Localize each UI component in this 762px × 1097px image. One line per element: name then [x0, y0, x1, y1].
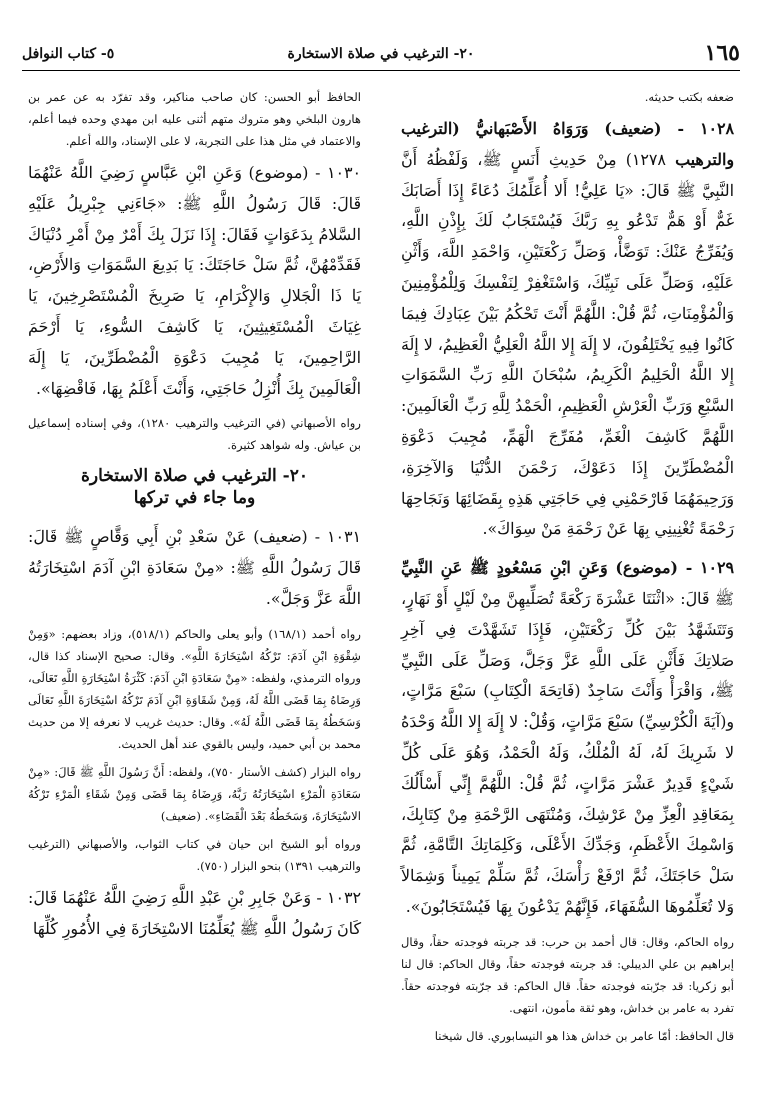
- hadith-text: ﷺ قَالَ: «اثْنَتَا عَشْرَةَ رَكْعَةً تُصَلِّيهِنَّ مِنْ لَيْلٍ أَوْ نَهَارٍ، وَتَتَشَهَّدُ بَيْنَ كُلِّ رَكْعَتَيْنِ، فَإِذَا تَشَهَّدْتَ فِي آخِرِ صَلاتِكَ فَأَثْنِ عَلَى اللَّهِ عَزَّ وَجَلَّ، وَصَلِّ عَلَى النَّبِيِّ ﷺ، وَاقْرَأْ وَأَنْتَ سَاجِدٌ (فَاتِحَةَ الْكِتَابِ) سَبْعَ مَرَّاتٍ، و(آيَةَ الْكُرْسِيِّ) سَبْعَ مَرَّاتٍ، وَقُلْ: لا إِلَهَ إِلا اللَّهُ وَحْدَهُ لا شَرِيكَ لَهُ، لَهُ الْمُلْكُ، وَلَهُ الْحَمْدُ، وَهُوَ عَلَى كُلِّ شَيْءٍ قَدِيرٌ عَشْرَ مَرَّاتٍ، ثُمَّ قُلْ: اللَّهُمَّ إِنِّي أَسْأَلُكَ بِمَعَاقِدِ الْعِزِّ مِنْ عَرْشِكَ، وَمُنْتَهَى الرَّحْمَةِ مِنْ كِتَابِكَ، وَاسْمِكَ الأَعْظَمِ، وَجَدِّكَ الأَعْلَى، وَكَلِمَاتِكَ التَّامَّةِ، ثُمَّ سَلْ حَاجَتَكَ، ثُمَّ ارْفَعْ رَأْسَكَ، ثُمَّ سَلِّمْ يَمِيناً وَشِمَالاً وَلا تُعَلِّمُوهَا السُّفَهَاءَ، فَإِنَّهُمْ يَدْعُونَ بِهَا فَيُسْتَجَابُونَ».: [401, 588, 734, 916]
- hadith-1031: ١٠٣١ - (ضعيف) عَنْ سَعْدِ بْنِ أَبِي وَقَّاصٍ ﷺ قَالَ: قَالَ رَسُولُ اللَّهِ ﷺ: «مِنْ سَعَادَةِ ابْنِ آدَمَ اسْتِخَارَتُهُ اللَّهَ عَزَّ وَجَلَّ».: [28, 527, 361, 609]
- commentary: رواه الأصبهاني (في الترغيب والترهيب ١٢٨٠)، وفي إسناده إسماعيل بن عياش. وله شواهد كثيرة.: [28, 416, 362, 453]
- book-title: ٥- كتاب النوافل: [22, 46, 115, 62]
- hadith-1028: [401, 114, 734, 545]
- commentary: ورواه أبو الشيخ ابن حيان في كتاب الثواب، والأصبهاني (الترغيب والترهيب ١٣٩١) بنحو البزار (٧٥٠).: [28, 836, 361, 873]
- commentary: رواه البزار (كشف الأستار ٧٥٠)، ولفظه: أَنَّ رَسُولَ اللَّهِ ﷺ قَالَ: «مِنْ سَعَادَةِ الْمَرْءِ اسْتِخَارَتُهُ رَبَّهُ، وَرِضَاهُ بِمَا قَضَى وَمِنْ شَقَاءِ الْمَرْءِ تَرْكُهُ الاسْتِخَارَةَ، وَسَخَطُهُ بَعْدَ الْقَضَاءِ». (ضعيف): [28, 764, 361, 823]
- commentary: رواه الحاكم، وقال: قال أحمد بن حرب: قد جربته فوجدته حقاً، وقال إبراهيم بن علي الديبلي: قد جربته فوجدته حقاً، وقال الحاكم: قال لنا أبو زكريا: قد جرّبته فوجدته حقاً. قال الحاكم: قد جرّبته فوجدته حقاً. تفرد به عامر بن خداش، وهو ثقة مأمون، انتهى.: [401, 934, 734, 1015]
- commentary: الحافظ أبو الحسن: كان صاحب مناكير، وقد تفرّد به عن عمر بن هارون البلخي وهو متروك متهم أثنى عليه ابن مهدي وحده فيما أعلم، والاعتماد في مثل هذا على التجربة، لا على الإسناد، والله أعلم.: [28, 90, 361, 149]
- hadith-1030: ١٠٣٠ - (موضوع) وَعَنِ ابْنِ عَبَّاسٍ رَضِيَ اللَّهُ عَنْهُمَا قَالَ: قَالَ رَسُولُ اللَّهِ ﷺ: «جَاءَنِي جِبْرِيلُ عَلَيْهِ السَّلامُ بِدَعَوَاتٍ فَقَالَ: إِذَا نَزَلَ بِكَ أَمْرٌ مِنْ أَمْرِ دُنْيَاكَ فَقَدِّمْهُنَّ، ثُمَّ سَلْ حَاجَتَكَ: يَا بَدِيعَ السَّمَوَاتِ وَالأَرْضِ، يَا ذَا الْجَلالِ وَالإِكْرَامِ، يَا صَرِيخَ الْمُسْتَصْرِخِينَ، يَا غِيَاثَ الْمُسْتَغِيثِينَ، يَا كَاشِفَ السُّوءِ، يَا أَرْحَمَ الرَّاحِمِينَ، يَا مُجِيبَ دَعْوَةِ الْمُضْطَرِّينَ، يَا إِلَهَ الْعَالَمِينَ بِكَ أُنْزِلُ حَاجَتِي، وَأَنْتَ أَعْلَمُ بِهَا، فَاقْضِهَا».: [28, 163, 361, 398]
- hadith-1032: ١٠٣٢ - وَعَنْ جَابِرِ بْنِ عَبْدِ اللَّهِ رَضِيَ اللَّهُ عَنْهُمَا قَالَ: كَانَ رَسُولُ اللَّهِ ﷺ يُعَلِّمُنَا الاسْتِخَارَةَ فِي الأُمُورِ كُلِّهَا: [28, 888, 361, 938]
- section-title: ٢٠- الترغيب في صلاة الاستخارة: [81, 466, 308, 487]
- right-column: [401, 86, 734, 1053]
- commentary: قال الحافظ: أمّا عامر بن خداش هذا هو النيسابوري. قال شيخنا: [434, 1028, 734, 1043]
- left-column: [28, 86, 361, 953]
- header-divider: [22, 70, 740, 71]
- hadith-text: ١٢٧٨) مِنْ حَدِيثِ أَنَسٍ ﷺ، وَلَفْظُهُ أَنَّ النَّبِيَّ ﷺ قَالَ: «يَا عَلِيُّ! أَلا أُعَلِّمُكَ دُعَاءً إِذَا أَصَابَكَ غَمٌّ أَوْ هَمٌّ تَدْعُو بِهِ رَبَّكَ فَيُسْتَجَابُ لَكَ بِإِذْنِ اللَّهِ، وَيُفَرِّجُ عَنْكَ: تَوَضَّأْ، وَصَلِّ رَكْعَتَيْنِ، وَاحْمَدِ اللَّهَ، وَأَثْنِ عَلَيْهِ، وَصَلِّ عَلَى نَبِيِّكَ، وَاسْتَغْفِرْ لِنَفْسِكَ وَلِلْمُؤْمِنِينَ وَالْمُؤْمِنَاتِ، ثُمَّ قُلْ: اللَّهُمَّ أَنْتَ تَحْكُمُ بَيْنَ عِبَادِكَ فِيمَا كَانُوا فِيهِ يَخْتَلِفُونَ، لا إِلَهَ إِلا اللَّهُ الْعَلِيُّ الْعَظِيمُ، لا إِلَهَ إِلا اللَّهُ الْحَلِيمُ الْكَرِيمُ، سُبْحَانَ اللَّهِ رَبِّ السَّمَوَاتِ السَّبْعِ وَرَبِّ الْعَرْشِ الْعَظِيمِ، الْحَمْدُ لِلَّهِ رَبِّ الْعَالَمِينَ: اللَّهُمَّ كَاشِفَ الْغَمِّ، مُفَرِّجَ الْهَمِّ، مُجِيبَ دَعْوَةِ الْمُضْطَرِّينَ إِذَا دَعَوْكَ، رَحْمَنَ الدُّنْيَا وَالآخِرَةِ، وَرَحِيمَهُمَا فَارْحَمْنِي فِي حَاجَتِي هَذِهِ بِقَضَائِهَا وَنَجَاحِهَا رَحْمَةً تُغْنِينِي بِهَا عَنْ رَحْمَةِ مَنْ سِوَاكَ».: [401, 149, 734, 539]
- commentary: رواه أحمد (١٦٨/١) وأبو يعلى والحاكم (٥١٨/١)، وزاد بعضهم: «وَمِنْ شِقْوَةِ ابْنِ آدَمَ: تَرْكُهُ اسْتِخَارَةَ اللَّهِ». وقال: صحيح الإسناد كذا قال، ورواه الترمذي، ولفظه: «مِنْ سَعَادَةِ ابْنِ آدَمَ: كَثْرَةُ اسْتِخَارَةِ اللَّهِ تَعَالَى، وَرِضَاهُ بِمَا قَضَى اللَّهُ لَهُ، وَمِنْ شَقَاوَةِ ابْنِ آدَمَ تَرْكُهُ اسْتِخَارَةَ اللَّهِ تَعَالَى وَسَخَطُهُ بِمَا قَضَى اللَّهُ لَهُ». وقال: حديث غريب لا نعرفه إلا من حديث محمد بن أبي حميد، وليس بالقوي عند أهل الحديث.: [28, 626, 361, 751]
- chapter-title: ٢٠- الترغيب في صلاة الاستخارة: [287, 46, 475, 62]
- page-number: ١٦٥: [704, 40, 740, 66]
- paragraph: ضعفه بكتب حديثه.: [644, 90, 734, 104]
- hadith-heading: ١٠٢٨ - (ضعيف) وَرَوَاهُ الأَصْبَهانيُّ (الترغيب والترهيب: [401, 119, 734, 169]
- hadith-1029: [401, 553, 734, 923]
- section-subtitle: وما جاء في تركها: [133, 488, 256, 509]
- page-header: [22, 40, 740, 70]
- hadith-heading: ١٠٢٩ - (موضوع) وَعَنِ ابْنِ مَسْعُودٍ ﷺ عَنِ النَّبِيِّ: [401, 558, 734, 578]
